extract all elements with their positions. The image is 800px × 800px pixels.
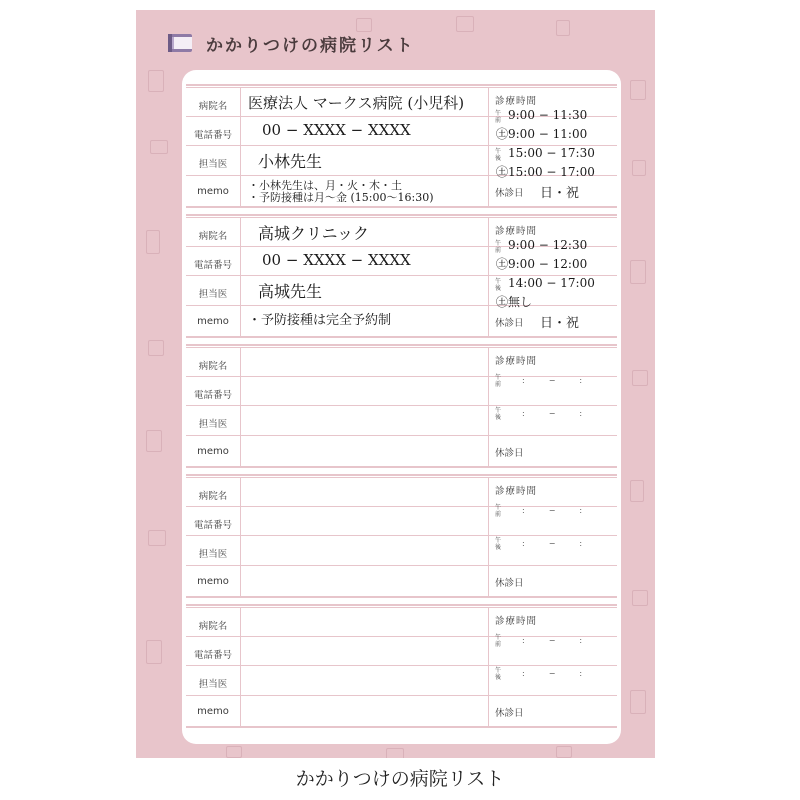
time-placeholder: : − : [522,636,583,645]
sheet-header [166,28,415,58]
closed-days-value: 日・祝 [540,186,580,201]
decorative-box-shape [146,230,160,254]
memo-line: ・予防接種は完全予約制 [248,313,392,328]
hospital-list-panel [182,70,621,744]
pm-label: 午後 [495,148,502,162]
time-placeholder: : − : [522,539,583,548]
doctor-label: 担当医 [198,159,228,170]
time-placeholder: : − : [522,669,583,678]
consult-hours-label: 診療時間 [495,96,538,107]
decorative-box-shape [630,690,646,714]
phone-label: 電話番号 [193,130,232,141]
hospital-card-blank [182,604,621,728]
hospital-card-blank [182,344,621,468]
hours-line: ㊏9:00 − 12:00 [496,257,588,271]
decorative-box-shape [148,70,164,92]
product-caption: かかりつけの病院リスト [295,768,505,790]
decorative-box-shape [556,20,570,36]
phone-label: 電話番号 [193,650,232,661]
hospital-card [182,84,621,208]
doctor-label: 担当医 [198,679,228,690]
closed-days-label: 休診日 [495,318,524,329]
memo-line: ・小林先生は、月・火・木・土 [248,179,402,192]
list-sheet [136,10,655,758]
phone-label: 電話番号 [193,390,232,401]
decorative-box-shape [630,80,646,100]
closed-days-label: 休診日 [495,448,524,459]
closed-days-label: 休診日 [495,578,524,589]
am-label: 午前 [495,374,502,388]
decorative-box-shape [146,640,162,664]
time-placeholder: : − : [522,376,583,385]
decorative-box-shape [630,260,646,284]
decorative-box-shape [630,480,644,502]
consult-hours-label: 診療時間 [495,616,538,627]
doctor-label: 担当医 [198,549,228,560]
pm-label: 午後 [495,278,502,292]
decorative-box-shape [146,430,162,452]
consult-hours-label: 診療時間 [495,486,538,497]
hospital-name-label: 病院名 [198,231,228,242]
closed-days-label: 休診日 [495,708,524,719]
doctor-value: 小林先生 [258,152,323,171]
decorative-box-shape [632,590,648,606]
memo-label: memo [197,576,229,587]
time-placeholder: : − : [522,506,583,515]
am-label: 午前 [495,240,502,254]
decorative-box-shape [556,746,572,758]
am-label: 午前 [495,634,502,648]
memo-label: memo [197,316,229,327]
decorative-box-shape [632,160,646,176]
closed-days-label: 休診日 [495,188,524,199]
decorative-box-shape [632,370,648,386]
hospital-name-label: 病院名 [198,491,228,502]
decorative-box-shape [456,16,474,32]
consult-hours-label: 診療時間 [495,226,538,237]
decorative-box-shape [148,340,164,356]
decorative-box-shape [386,748,404,758]
hospital-name-value: 医療法人 マークス病院 (小児科) [248,94,465,112]
decorative-box-shape [148,530,166,546]
hours-line: ㊏9:00 − 11:00 [496,127,588,141]
doctor-label: 担当医 [198,289,228,300]
phone-value: 00 − XXXX − XXXX [262,121,411,139]
phone-label: 電話番号 [193,260,232,271]
hours-line: 9:00 − 12:30 [508,238,588,252]
decorative-box-shape [150,140,168,154]
doctor-label: 担当医 [198,419,228,430]
am-label: 午前 [495,110,502,124]
memo-label: memo [197,186,229,197]
doctor-value: 高城先生 [258,282,323,301]
am-label: 午前 [495,504,502,518]
pm-label: 午後 [495,667,502,681]
pm-label: 午後 [495,537,502,551]
consult-hours-label: 診療時間 [495,356,538,367]
book-icon [166,32,196,54]
hospital-card [182,214,621,338]
phone-value: 00 − XXXX − XXXX [262,251,411,269]
hours-line: 15:00 − 17:30 [508,146,595,160]
sheet-title: かかりつけの病院リスト [206,35,415,56]
memo-label: memo [197,446,229,457]
time-placeholder: : − : [522,409,583,418]
hospital-card-blank [182,474,621,598]
memo-label: memo [197,706,229,717]
pm-label: 午後 [495,407,502,421]
hours-line: ㊏15:00 − 17:00 [496,165,595,179]
hospital-name-value: 高城クリニック [258,224,370,243]
memo-line: ・予防接種は月〜金 (15:00〜16:30) [248,191,434,204]
decorative-box-shape [226,746,242,758]
hours-line: 9:00 − 11:30 [508,108,588,122]
closed-days-value: 日・祝 [540,316,580,331]
hospital-name-label: 病院名 [198,621,228,632]
hours-line: ㊏無し [496,295,533,309]
hospital-name-label: 病院名 [198,101,228,112]
hours-line: 14:00 − 17:00 [508,276,595,290]
hospital-name-label: 病院名 [198,361,228,372]
phone-label: 電話番号 [193,520,232,531]
